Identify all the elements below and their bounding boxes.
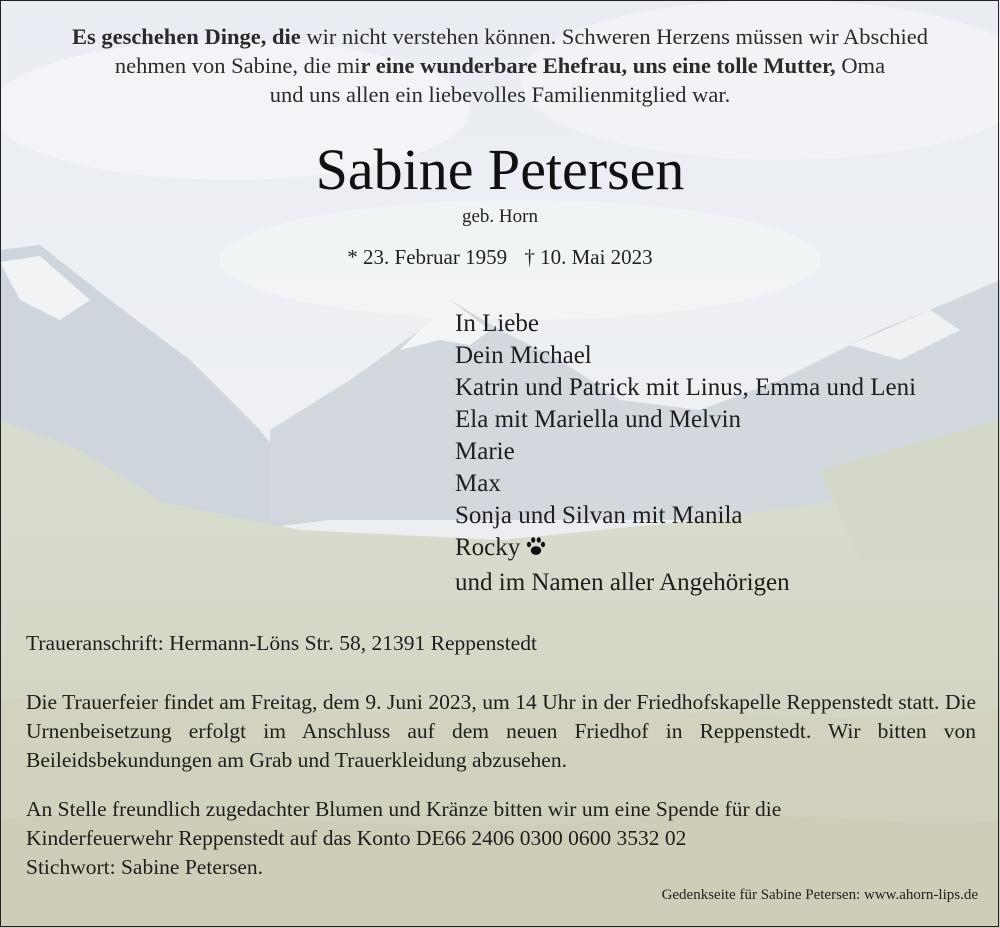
life-dates (0, 245, 1000, 270)
mourner-line-pet (455, 532, 995, 567)
mourner-line: In Liebe (455, 310, 539, 337)
mourner-line: Dein Michael (455, 342, 592, 369)
donation-info (26, 795, 976, 882)
mourning-address: Traueranschrift: Hermann-Löns Str. 58, 21391 Reppenstedt (26, 631, 537, 655)
intro-line-2: nehmen von Sabine, die mir eine wunderbare Ehefrau, uns eine tolle Mutter, Oma (114, 53, 886, 78)
pet-name: Rocky (455, 534, 521, 561)
mourner-line: und im Namen aller Angehörigen (455, 569, 790, 596)
birth-name: geb. Horn (462, 206, 538, 227)
deceased-name: Sabine Petersen (315, 137, 685, 202)
memorial-page-link[interactable]: Gedenkseite für Sabine Petersen: www.ahorn-lips.de (661, 887, 978, 903)
ceremony-info: Die Trauerfeier findet am Freitag, dem 9. Juni 2023, um 14 Uhr in der Friedhofskapelle Reppenstedt statt. Die Urnenbeisetzung erfolgt im Anschluss auf dem neuen Friedhof in Reppenstedt. Wir bitten von Beileidsbekundungen am Grab und Trauerkleidung abzusehen. (26, 690, 976, 772)
intro-text (20, 22, 980, 109)
donation-line: Kinderfeuerwehr Reppenstedt auf das Konto DE66 2406 0300 0600 3532 02 (26, 826, 687, 850)
intro-line-1: Es geschehen Dinge, die wir nicht verstehen können. Schweren Herzens müssen wir Abschied (71, 24, 929, 49)
mourner-line: Sonja und Silvan mit Manila (455, 502, 743, 529)
paw-icon (524, 534, 548, 567)
mourner-line: Max (455, 470, 501, 497)
mourner-line: Marie (455, 438, 515, 465)
donation-line: Stichwort: Sabine Petersen. (26, 855, 264, 879)
mourner-line: Katrin und Patrick mit Linus, Emma und Leni (455, 374, 917, 401)
birth-date: * 23. Februar 1959 (347, 245, 508, 269)
mourner-line: Ela mit Mariella und Melvin (455, 406, 742, 433)
death-date: † 10. Mai 2023 (524, 245, 653, 269)
donation-line: An Stelle freundlich zugedachter Blumen und Kränze bitten wir um eine Spende für die (26, 797, 782, 821)
mourners-list (455, 308, 995, 599)
intro-line-3: und uns allen ein liebevolles Familienmitglied war. (269, 82, 731, 107)
